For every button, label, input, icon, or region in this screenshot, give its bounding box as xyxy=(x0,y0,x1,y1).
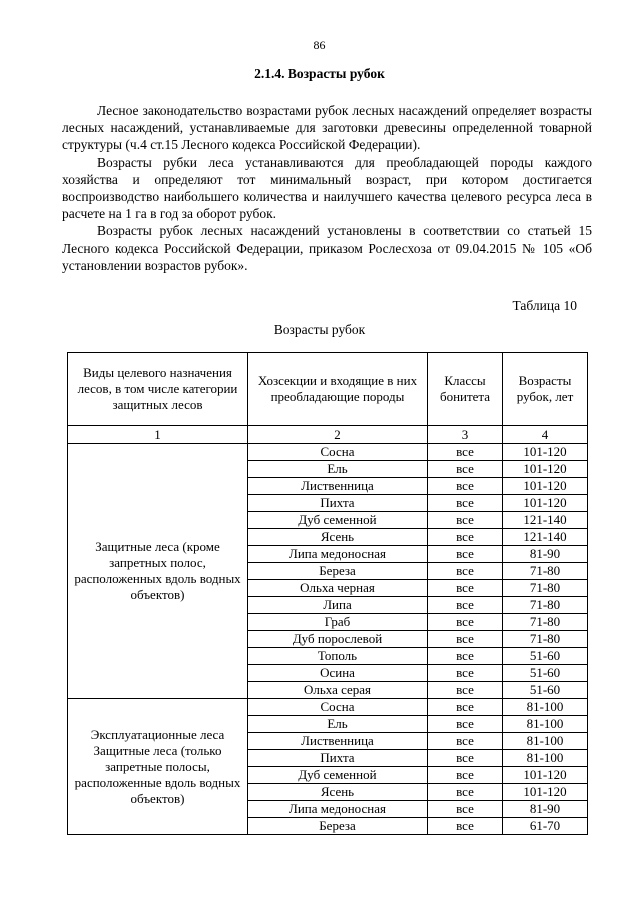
species-cell: Граб xyxy=(248,614,428,631)
bonitet-cell: все xyxy=(428,665,503,682)
age-cell: 71-80 xyxy=(503,580,588,597)
bonitet-cell: все xyxy=(428,546,503,563)
bonitet-cell: все xyxy=(428,750,503,767)
table-row xyxy=(68,699,588,716)
bonitet-cell: все xyxy=(428,614,503,631)
species-cell: Дуб порослевой xyxy=(248,631,428,648)
age-cell: 101-120 xyxy=(503,461,588,478)
species-cell: Ясень xyxy=(248,784,428,801)
table-body xyxy=(68,444,588,835)
column-number: 2 xyxy=(248,426,428,444)
age-cell: 71-80 xyxy=(503,631,588,648)
age-cell: 121-140 xyxy=(503,512,588,529)
age-cell: 81-100 xyxy=(503,699,588,716)
age-cell: 51-60 xyxy=(503,648,588,665)
header-cell: Хозсекции и входящие в них преобладающие породы xyxy=(248,353,428,426)
species-cell: Дуб семенной xyxy=(248,512,428,529)
species-cell: Береза xyxy=(248,818,428,835)
bonitet-cell: все xyxy=(428,512,503,529)
table-title: Возрасты рубок xyxy=(273,322,366,337)
bonitet-cell: все xyxy=(428,818,503,835)
bonitet-cell: все xyxy=(428,461,503,478)
page-number: 86 xyxy=(313,38,326,52)
bonitet-cell: все xyxy=(428,631,503,648)
bonitet-cell: все xyxy=(428,648,503,665)
species-cell: Сосна xyxy=(248,444,428,461)
species-cell: Лиственница xyxy=(248,733,428,750)
age-cell: 101-120 xyxy=(503,767,588,784)
bonitet-cell: все xyxy=(428,784,503,801)
species-cell: Лиственница xyxy=(248,478,428,495)
species-cell: Осина xyxy=(248,665,428,682)
paragraph: Лесное законодательство возрастами рубок лесных насаждений определяет возрасты лесных насаждений, устанавливаемые для заготовки древесины определенной товарной структуры (ч.4 ст.15 Лесного кодекса Российской Федерации). xyxy=(62,103,592,153)
paragraph: Возрасты рубок лесных насаждений установлены в соответствии со статьей 15 Лесного кодекса Российской Федерации, приказом Рослесхоза от 09.04.2015 № 105 «Об установлении возрастов рубок». xyxy=(62,223,592,273)
species-cell: Липа xyxy=(248,597,428,614)
bonitet-cell: все xyxy=(428,716,503,733)
age-cell: 121-140 xyxy=(503,529,588,546)
age-cell: 51-60 xyxy=(503,665,588,682)
bonitet-cell: все xyxy=(428,580,503,597)
species-cell: Береза xyxy=(248,563,428,580)
paragraph: Возрасты рубки леса устанавливаются для преобладающей породы каждого хозяйства и определяют тот минимальный возраст, при котором достигается воспроизводство наибольшего количества и наилучшего качества целевого ресурса леса в расчете на 1 га в год за оборот рубок. xyxy=(62,154,592,222)
age-cell: 81-90 xyxy=(503,546,588,563)
age-cell: 71-80 xyxy=(503,563,588,580)
column-number: 1 xyxy=(68,426,248,444)
age-cell: 81-90 xyxy=(503,801,588,818)
bonitet-cell: все xyxy=(428,529,503,546)
age-cell: 61-70 xyxy=(503,818,588,835)
species-cell: Липа медоносная xyxy=(248,546,428,563)
cutting-ages-table xyxy=(67,352,588,835)
bonitet-cell: все xyxy=(428,478,503,495)
species-cell: Ольха черная xyxy=(248,580,428,597)
bonitet-cell: все xyxy=(428,597,503,614)
species-cell: Липа медоносная xyxy=(248,801,428,818)
bonitet-cell: все xyxy=(428,495,503,512)
age-cell: 81-100 xyxy=(503,750,588,767)
bonitet-cell: все xyxy=(428,444,503,461)
species-cell: Ясень xyxy=(248,529,428,546)
category-cell: Эксплуатационные леса Защитные леса (только запретные полосы, расположенные вдоль водных объектов) xyxy=(68,699,248,835)
header-cell: Виды целевого назначения лесов, в том числе категории защитных лесов xyxy=(68,353,248,426)
age-cell: 101-120 xyxy=(503,495,588,512)
age-cell: 81-100 xyxy=(503,716,588,733)
bonitet-cell: все xyxy=(428,563,503,580)
header-cell: Классы бонитета xyxy=(428,353,503,426)
species-cell: Тополь xyxy=(248,648,428,665)
age-cell: 101-120 xyxy=(503,784,588,801)
table-row xyxy=(68,444,588,461)
species-cell: Пихта xyxy=(248,750,428,767)
species-cell: Сосна xyxy=(248,699,428,716)
species-cell: Дуб семенной xyxy=(248,767,428,784)
bonitet-cell: все xyxy=(428,801,503,818)
section-heading: 2.1.4. Возрасты рубок xyxy=(254,66,385,81)
bonitet-cell: все xyxy=(428,733,503,750)
bonitet-cell: все xyxy=(428,767,503,784)
species-cell: Ольха серая xyxy=(248,682,428,699)
column-number-row xyxy=(68,426,588,444)
age-cell: 81-100 xyxy=(503,733,588,750)
age-cell: 101-120 xyxy=(503,478,588,495)
column-number: 4 xyxy=(503,426,588,444)
body-text xyxy=(62,102,592,274)
category-cell: Защитные леса (кроме запретных полос, расположенных вдоль водных объектов) xyxy=(68,444,248,699)
table-header-row xyxy=(68,353,588,426)
age-cell: 51-60 xyxy=(503,682,588,699)
species-cell: Ель xyxy=(248,716,428,733)
bonitet-cell: все xyxy=(428,699,503,716)
age-cell: 71-80 xyxy=(503,597,588,614)
age-cell: 101-120 xyxy=(503,444,588,461)
species-cell: Пихта xyxy=(248,495,428,512)
age-cell: 71-80 xyxy=(503,614,588,631)
table-number: Таблица 10 xyxy=(512,298,577,313)
bonitet-cell: все xyxy=(428,682,503,699)
column-number: 3 xyxy=(428,426,503,444)
species-cell: Ель xyxy=(248,461,428,478)
header-cell: Возрасты рубок, лет xyxy=(503,353,588,426)
